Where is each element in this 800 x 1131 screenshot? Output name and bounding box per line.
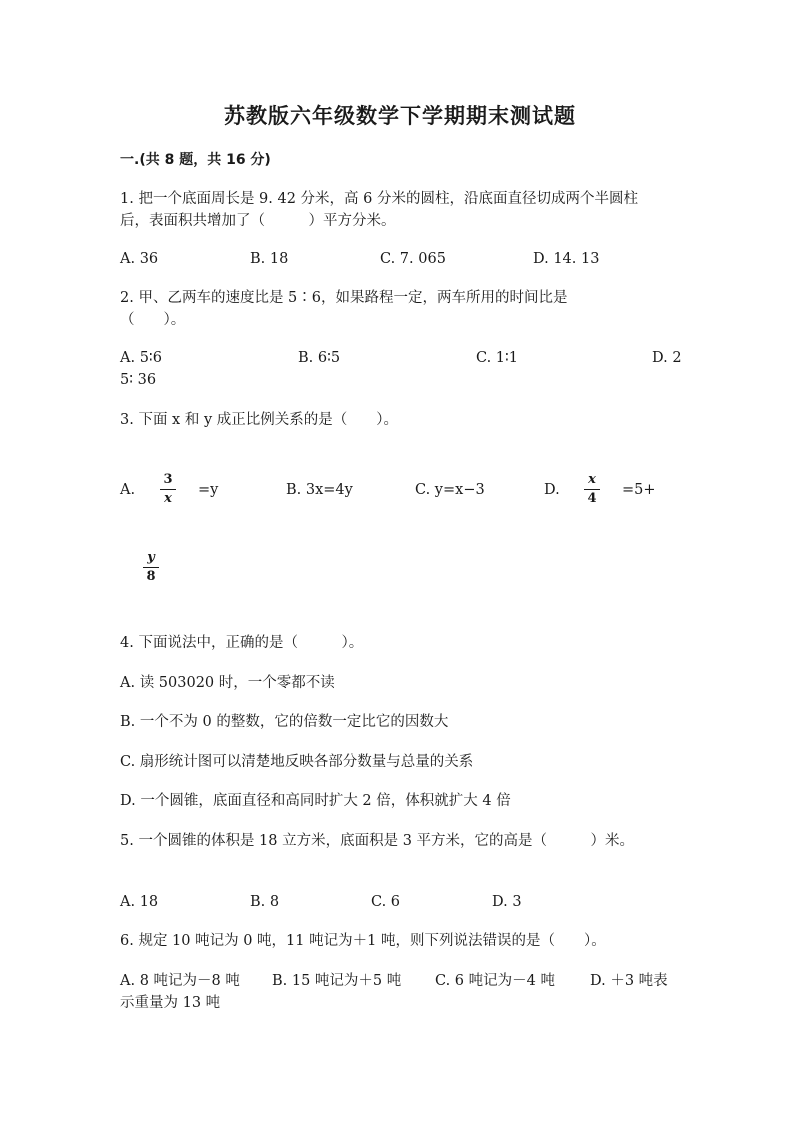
q1-option-b: B. 18 — [250, 251, 289, 267]
q1-option-c: C. 7. 065 — [380, 251, 446, 267]
q5-option-b: B. 8 — [250, 894, 280, 910]
q1-option-a: A. 36 — [120, 251, 159, 267]
q1-stem-line1: 1. 把一个底面周长是 9. 42 分米，高 6 分米的圆柱，沿底面直径切成两个半圆柱 — [120, 191, 638, 207]
q3-option-d-label: D. — [544, 482, 560, 498]
q3-option-a-fraction — [160, 472, 176, 507]
fraction-bar — [584, 489, 600, 490]
q6-stem: 6. 规定 10 吨记为 0 吨，11 吨记为＋1 吨，则下列说法错误的是（ ）。 — [120, 933, 606, 949]
fraction-numerator: y — [147, 550, 155, 565]
q6-option-d: D. ＋3 吨表 — [590, 973, 668, 989]
q3-option-c: C. y=x−3 — [415, 482, 485, 498]
q5-option-d: D. 3 — [492, 894, 522, 910]
fraction-denominator: x — [164, 491, 172, 506]
q3-option-a-rest: =y — [198, 482, 219, 498]
q1-stem-line2: 后，表面积共增加了（ ）平方分米。 — [120, 213, 396, 229]
q4-option-b: B. 一个不为 0 的整数，它的倍数一定比它的因数大 — [120, 714, 449, 730]
q4-option-d: D. 一个圆锥，底面直径和高同时扩大 2 倍，体积就扩大 4 倍 — [120, 793, 511, 809]
fraction-denominator: 4 — [587, 491, 597, 506]
q4-stem: 4. 下面说法中，正确的是（ ）。 — [120, 635, 364, 651]
q6-option-c: C. 6 吨记为－4 吨 — [435, 973, 555, 989]
q2-option-c: C. 1∶1 — [476, 350, 519, 366]
q2-option-d: D. 2 — [652, 350, 682, 366]
q3-option-d-fraction — [584, 472, 600, 507]
q4-option-c: C. 扇形统计图可以清楚地反映各部分数量与总量的关系 — [120, 754, 474, 770]
fraction-bar — [143, 567, 159, 568]
q1-option-d: D. 14. 13 — [533, 251, 600, 267]
page-title: 苏教版六年级数学下学期期末测试题 — [224, 103, 576, 128]
fraction-bar — [160, 489, 176, 490]
q2-stem-line1: 2. 甲、乙两车的速度比是 5∶6，如果路程一定，两车所用的时间比是 — [120, 290, 568, 306]
q2-option-a: A. 5∶6 — [120, 350, 162, 366]
q6-option-d-wrap: 示重量为 13 吨 — [120, 995, 221, 1011]
fraction-denominator: 8 — [146, 569, 156, 584]
fraction-numerator: 3 — [163, 472, 173, 487]
q5-option-a: A. 18 — [120, 894, 159, 910]
q2-option-b: B. 6∶5 — [298, 350, 341, 366]
q5-option-c: C. 6 — [371, 894, 401, 910]
q3-option-d-fraction-2 — [143, 550, 159, 585]
q3-option-d-rest: =5+ — [622, 482, 656, 498]
q2-option-d-wrap: 5∶ 36 — [120, 372, 157, 388]
q2-stem-line2: （ ）。 — [120, 312, 186, 328]
q3-stem: 3. 下面 x 和 y 成正比例关系的是（ ）。 — [120, 412, 398, 428]
q3-option-a-label: A. — [120, 482, 136, 498]
q5-stem: 5. 一个圆锥的体积是 18 立方米，底面积是 3 平方米，它的高是（ ）米。 — [120, 833, 635, 849]
q6-option-b: B. 15 吨记为＋5 吨 — [272, 973, 402, 989]
q6-option-a: A. 8 吨记为－8 吨 — [120, 973, 240, 989]
q3-option-b: B. 3x=4y — [286, 482, 353, 498]
q4-option-a: A. 读 503020 时，一个零都不读 — [120, 675, 335, 691]
fraction-numerator: x — [588, 472, 596, 487]
section-heading: 一.(共 8 题，共 16 分) — [120, 152, 271, 168]
